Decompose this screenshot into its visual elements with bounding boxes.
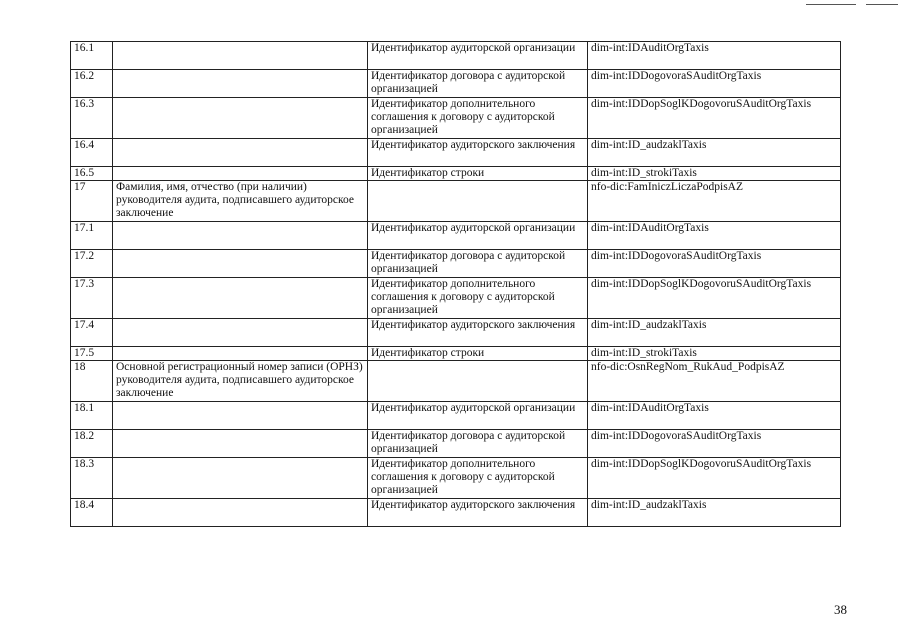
row-element-name: Идентификатор дополнительного соглашения к договору с аудиторской организацией [368, 98, 588, 139]
row-code: dim-int:IDAuditOrgTaxis [588, 42, 841, 70]
row-number: 17.5 [71, 347, 113, 361]
row-code: dim-int:IDDogovoraSAuditOrgTaxis [588, 250, 841, 278]
table-row [71, 139, 841, 167]
row-element-name: Идентификатор аудиторского заключения [368, 319, 588, 347]
table-row [71, 499, 841, 527]
row-element-name: Идентификатор договора с аудиторской организацией [368, 70, 588, 98]
row-description [113, 250, 368, 278]
row-description [113, 278, 368, 319]
row-description [113, 402, 368, 430]
row-description [113, 499, 368, 527]
table-row [71, 278, 841, 319]
row-number: 16.2 [71, 70, 113, 98]
row-code: dim-int:IDDogovoraSAuditOrgTaxis [588, 430, 841, 458]
row-code: dim-int:IDDogovoraSAuditOrgTaxis [588, 70, 841, 98]
row-element-name: Идентификатор аудиторской организации [368, 42, 588, 70]
table-row [71, 430, 841, 458]
row-code: dim-int:IDDopSoglKDogovoruSAuditOrgTaxis [588, 98, 841, 139]
row-description [113, 458, 368, 499]
row-element-name: Идентификатор аудиторского заключения [368, 139, 588, 167]
row-code: dim-int:ID_strokiTaxis [588, 167, 841, 181]
table-row [71, 98, 841, 139]
row-number: 18.2 [71, 430, 113, 458]
row-number: 18.3 [71, 458, 113, 499]
row-number: 16.1 [71, 42, 113, 70]
row-description [113, 139, 368, 167]
row-number: 17.3 [71, 278, 113, 319]
row-element-name: Идентификатор аудиторской организации [368, 222, 588, 250]
row-description [113, 347, 368, 361]
table-row [71, 42, 841, 70]
row-description [113, 222, 368, 250]
row-number: 17 [71, 181, 113, 222]
table-row [71, 167, 841, 181]
row-code: dim-int:IDDopSoglKDogovoruSAuditOrgTaxis [588, 278, 841, 319]
row-code: dim-int:ID_audzaklTaxis [588, 319, 841, 347]
top-decorative-rule-right [866, 4, 898, 5]
page-number: 38 [834, 602, 847, 617]
row-code: dim-int:ID_audzaklTaxis [588, 499, 841, 527]
row-code: dim-int:IDAuditOrgTaxis [588, 222, 841, 250]
row-code: dim-int:ID_strokiTaxis [588, 347, 841, 361]
row-description [113, 70, 368, 98]
table-row [71, 458, 841, 499]
table-row [71, 347, 841, 361]
row-number: 18.1 [71, 402, 113, 430]
row-description: Основной регистрационный номер записи (ОРНЗ) руководителя аудита, подписавшего аудиторское заключение [113, 361, 368, 402]
row-element-name: Идентификатор строки [368, 167, 588, 181]
row-description [113, 42, 368, 70]
row-element-name: Идентификатор договора с аудиторской организацией [368, 250, 588, 278]
table-row [71, 70, 841, 98]
row-description: Фамилия, имя, отчество (при наличии) руководителя аудита, подписавшего аудиторское заключение [113, 181, 368, 222]
row-code: dim-int:IDDopSoglKDogovoruSAuditOrgTaxis [588, 458, 841, 499]
row-element-name [368, 181, 588, 222]
top-decorative-rule-left [806, 4, 856, 5]
row-element-name: Идентификатор дополнительного соглашения к договору с аудиторской организацией [368, 458, 588, 499]
table-row [71, 181, 841, 222]
row-code: nfo-dic:OsnRegNom_RukAud_PodpisAZ [588, 361, 841, 402]
row-code: dim-int:ID_audzaklTaxis [588, 139, 841, 167]
table-row [71, 361, 841, 402]
row-number: 17.4 [71, 319, 113, 347]
row-number: 17.1 [71, 222, 113, 250]
table-row [71, 222, 841, 250]
row-number: 18 [71, 361, 113, 402]
row-element-name: Идентификатор договора с аудиторской организацией [368, 430, 588, 458]
row-element-name: Идентификатор строки [368, 347, 588, 361]
row-code: nfo-dic:FamIniczLiczaPodpisAZ [588, 181, 841, 222]
table-row [71, 402, 841, 430]
row-element-name [368, 361, 588, 402]
row-number: 18.4 [71, 499, 113, 527]
row-number: 16.3 [71, 98, 113, 139]
row-code: dim-int:IDAuditOrgTaxis [588, 402, 841, 430]
row-description [113, 167, 368, 181]
taxonomy-table [70, 41, 841, 527]
row-number: 16.5 [71, 167, 113, 181]
row-number: 16.4 [71, 139, 113, 167]
table-row [71, 250, 841, 278]
row-element-name: Идентификатор аудиторского заключения [368, 499, 588, 527]
row-description [113, 430, 368, 458]
row-description [113, 98, 368, 139]
row-number: 17.2 [71, 250, 113, 278]
row-description [113, 319, 368, 347]
row-element-name: Идентификатор аудиторской организации [368, 402, 588, 430]
row-element-name: Идентификатор дополнительного соглашения к договору с аудиторской организацией [368, 278, 588, 319]
table-row [71, 319, 841, 347]
